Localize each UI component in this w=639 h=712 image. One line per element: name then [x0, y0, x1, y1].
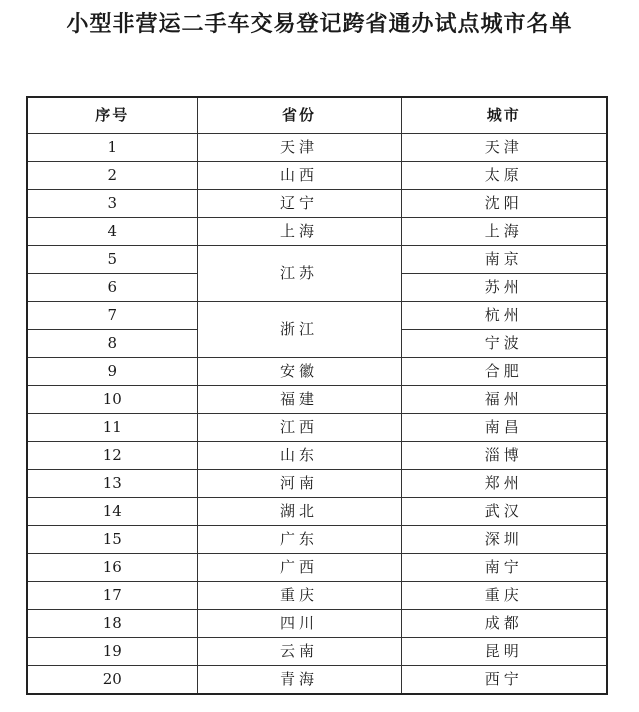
cell-province: 广西	[197, 554, 401, 582]
cell-province: 辽宁	[197, 190, 401, 218]
cell-city: 宁波	[401, 330, 607, 358]
cell-city: 合肥	[401, 358, 607, 386]
table-row	[27, 246, 607, 274]
cell-province: 重庆	[197, 582, 401, 610]
cell-province: 四川	[197, 610, 401, 638]
table-body	[27, 134, 607, 695]
table-row	[27, 666, 607, 695]
cell-no: 9	[27, 358, 197, 386]
cell-province: 山西	[197, 162, 401, 190]
cell-city: 福州	[401, 386, 607, 414]
cell-city: 昆明	[401, 638, 607, 666]
cell-province: 湖北	[197, 498, 401, 526]
cell-no: 4	[27, 218, 197, 246]
cell-city: 苏州	[401, 274, 607, 302]
cell-no: 5	[27, 246, 197, 274]
cell-province: 福建	[197, 386, 401, 414]
table-row	[27, 582, 607, 610]
cell-province: 上海	[197, 218, 401, 246]
cell-city: 西宁	[401, 666, 607, 695]
table-row	[27, 610, 607, 638]
cell-no: 1	[27, 134, 197, 162]
table-row	[27, 162, 607, 190]
cell-no: 2	[27, 162, 197, 190]
table-row	[27, 414, 607, 442]
cell-city: 上海	[401, 218, 607, 246]
document-title: 小型非营运二手车交易登记跨省通办试点城市名单	[66, 12, 573, 37]
cell-city: 重庆	[401, 582, 607, 610]
cell-province: 江苏	[197, 246, 401, 302]
cell-no: 19	[27, 638, 197, 666]
cell-no: 14	[27, 498, 197, 526]
table-row	[27, 302, 607, 330]
cell-no: 12	[27, 442, 197, 470]
cell-city: 成都	[401, 610, 607, 638]
cell-no: 11	[27, 414, 197, 442]
cell-city: 南昌	[401, 414, 607, 442]
cell-city: 沈阳	[401, 190, 607, 218]
table-row	[27, 638, 607, 666]
cell-city: 武汉	[401, 498, 607, 526]
table-row	[27, 526, 607, 554]
table-row	[27, 134, 607, 162]
cell-city: 南宁	[401, 554, 607, 582]
cell-city: 深圳	[401, 526, 607, 554]
cell-no: 16	[27, 554, 197, 582]
table-row	[27, 498, 607, 526]
pilot-city-table	[26, 96, 608, 695]
cell-no: 13	[27, 470, 197, 498]
table-row	[27, 358, 607, 386]
table-row	[27, 386, 607, 414]
cell-province: 广东	[197, 526, 401, 554]
cell-province: 浙江	[197, 302, 401, 358]
table-row	[27, 554, 607, 582]
table-row	[27, 442, 607, 470]
table-row	[27, 218, 607, 246]
header-no: 序号	[27, 97, 197, 134]
header-province: 省份	[197, 97, 401, 134]
cell-city: 太原	[401, 162, 607, 190]
cell-province: 安徽	[197, 358, 401, 386]
cell-province: 天津	[197, 134, 401, 162]
cell-province: 江西	[197, 414, 401, 442]
cell-city: 天津	[401, 134, 607, 162]
cell-no: 3	[27, 190, 197, 218]
cell-no: 6	[27, 274, 197, 302]
cell-province: 河南	[197, 470, 401, 498]
table-header-row	[27, 97, 607, 134]
table-row	[27, 190, 607, 218]
header-city: 城市	[401, 97, 607, 134]
cell-city: 杭州	[401, 302, 607, 330]
cell-city: 南京	[401, 246, 607, 274]
cell-city: 淄博	[401, 442, 607, 470]
cell-no: 20	[27, 666, 197, 695]
cell-city: 郑州	[401, 470, 607, 498]
cell-no: 10	[27, 386, 197, 414]
cell-province: 云南	[197, 638, 401, 666]
table-row	[27, 470, 607, 498]
cell-no: 7	[27, 302, 197, 330]
cell-province: 青海	[197, 666, 401, 695]
cell-no: 17	[27, 582, 197, 610]
cell-no: 15	[27, 526, 197, 554]
cell-province: 山东	[197, 442, 401, 470]
cell-no: 8	[27, 330, 197, 358]
cell-no: 18	[27, 610, 197, 638]
